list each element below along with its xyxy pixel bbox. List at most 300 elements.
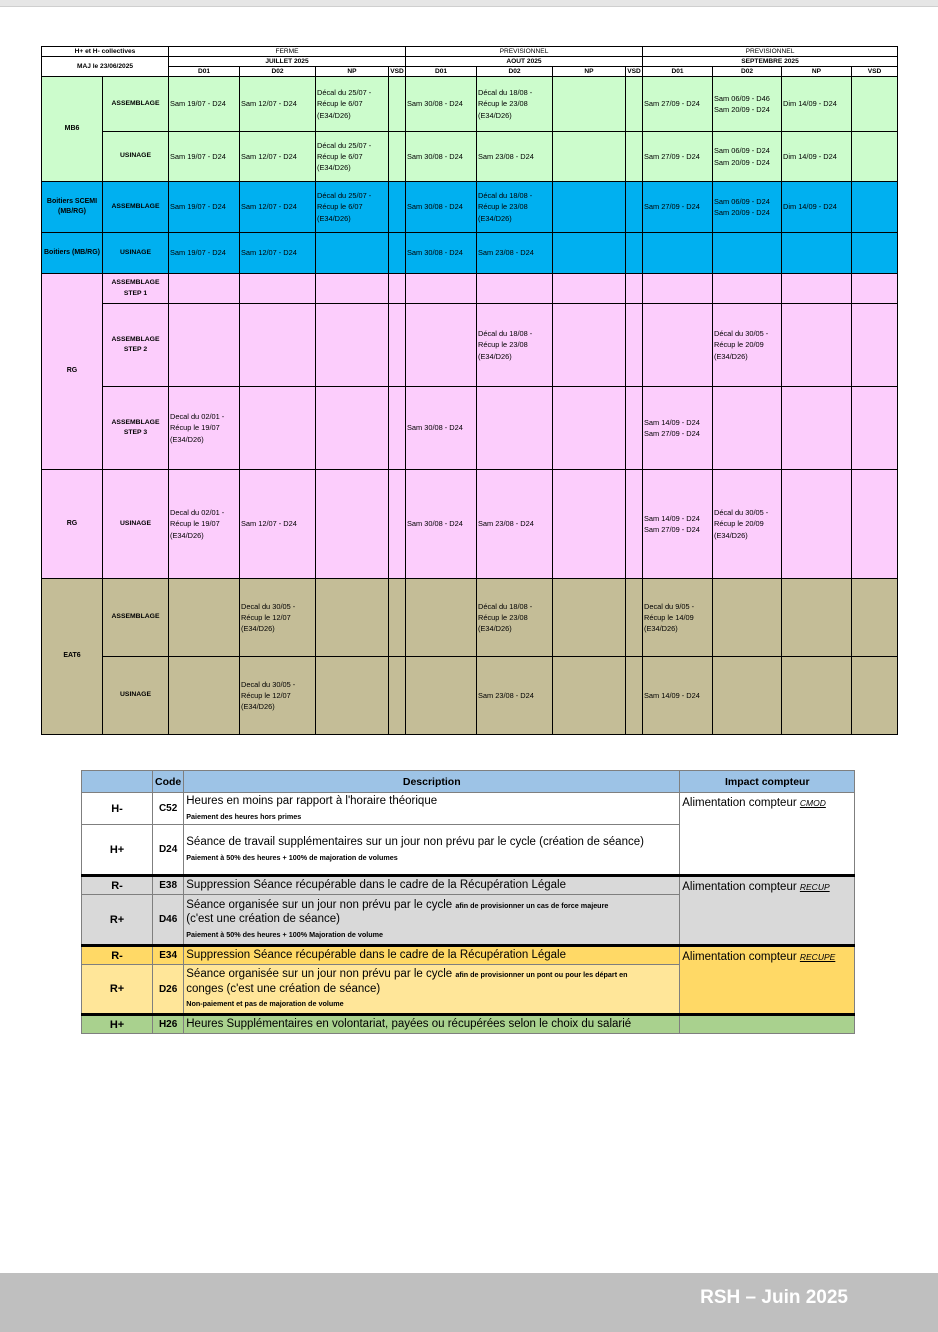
schedule-cell: [240, 657, 316, 735]
schedule-cell: [240, 274, 316, 304]
row-label: USINAGE: [103, 657, 169, 735]
legend-table: [81, 770, 855, 1034]
schedule-cell: [316, 579, 389, 657]
cell-text: Récup le 23/08: [478, 99, 528, 109]
cell-text: Récup le 12/07: [241, 612, 291, 622]
table-row: [42, 387, 898, 470]
schedule-cell: [169, 657, 240, 735]
cell-text: Sam 27/09 - D24: [644, 429, 700, 438]
legend-code: E34: [153, 946, 184, 965]
schedule-cell: [626, 77, 643, 132]
description-text: Heures en moins par rapport à l'horaire théorique: [186, 795, 438, 808]
schedule-cell: [389, 304, 406, 387]
impact-text: Alimentation compteur: [682, 797, 797, 809]
table-row: [42, 233, 898, 274]
schedule-cell: [477, 470, 553, 579]
schedule-cell: [626, 304, 643, 387]
shift-header: VSD: [390, 68, 404, 75]
cell-text: Récup le 6/07: [317, 202, 363, 212]
cell-text: Sam 12/07 - D24: [241, 248, 297, 258]
cell-text: Récup le 19/07: [170, 519, 220, 529]
cell-text: (E34/D26): [714, 530, 748, 540]
cell-text: Décal du 30/05 -: [714, 329, 769, 339]
schedule-cell: [782, 274, 852, 304]
cell-text: Sam 14/09 - D24: [644, 417, 700, 427]
cell-text: Decal du 30/05 -: [241, 679, 296, 689]
group-month: AOUT 2025: [406, 57, 643, 67]
schedule-cell: [240, 579, 316, 657]
row-label: USINAGE: [103, 470, 169, 579]
schedule-cell: [782, 77, 852, 132]
description-text: Suppression Séance récupérable dans le cadre de la Récupération Légale: [186, 879, 567, 892]
legend-type: R-: [82, 876, 153, 895]
cell-text: (E34/D26): [317, 213, 351, 223]
category-label: MB6: [42, 77, 103, 182]
legend-description: [184, 793, 680, 825]
cell-text: Sam 12/07 - D24: [241, 99, 297, 109]
impact-counter: RECUPE: [799, 952, 836, 962]
schedule-cell: [626, 657, 643, 735]
schedule-cell: [406, 304, 477, 387]
cell-text: Sam 20/09 - D24: [714, 208, 770, 217]
cell-text: Sam 23/08 - D24: [478, 248, 534, 258]
legend-code: D46: [153, 895, 184, 946]
legend-type: R+: [82, 965, 153, 1015]
schedule-cell: [852, 579, 898, 657]
impact-cell: [680, 946, 855, 1015]
shift-header: D02: [713, 67, 782, 77]
description-text: Séance organisée sur un jour non prévu par le cycle: [186, 898, 453, 911]
cell-text: Récup le 6/07: [317, 151, 363, 161]
cell-text: Récup le 23/08: [478, 612, 528, 622]
schedule-cell: [553, 182, 626, 233]
cell-text: Sam 30/08 - D24: [407, 151, 463, 161]
cell-text: Sam 30/08 - D24: [407, 248, 463, 258]
shift-header: D02: [240, 67, 316, 77]
shift-header: VSD: [852, 67, 898, 77]
schedule-cell: [643, 470, 713, 579]
schedule-cell: [643, 132, 713, 182]
schedule-cell: [852, 470, 898, 579]
shift-header: D01: [406, 67, 477, 77]
schedule-cell: [169, 579, 240, 657]
schedule-cell: [316, 132, 389, 182]
footer-bar: [0, 1273, 938, 1332]
schedule-cell: [240, 233, 316, 274]
cell-text: Sam 14/09 - D24: [644, 513, 700, 523]
schedule-cell: [169, 233, 240, 274]
schedule-cell: [477, 182, 553, 233]
schedule-cell: [713, 470, 782, 579]
legend-type: R+: [82, 895, 153, 946]
cell-text: Sam 19/07 - D24: [170, 151, 226, 161]
row-label: ASSEMBLAGE STEP 1: [103, 274, 169, 304]
shift-header: D02: [477, 67, 553, 77]
shift-header: NP: [316, 67, 389, 77]
schedule-cell: [553, 132, 626, 182]
cell-text: (E34/D26): [714, 351, 748, 361]
schedule-cell: [406, 387, 477, 470]
schedule-cell: [169, 132, 240, 182]
cell-text: Sam 19/07 - D24: [170, 99, 226, 109]
cell-text: Récup le 14/09: [644, 612, 694, 622]
cell-text: Décal du 18/08 -: [478, 329, 533, 339]
schedule-cell: [643, 233, 713, 274]
schedule-cell: [316, 304, 389, 387]
table-row: [42, 132, 898, 182]
cell-text: Récup le 20/09: [714, 340, 764, 350]
cell-text: Sam 30/08 - D24: [407, 423, 463, 433]
row-label: USINAGE: [103, 233, 169, 274]
description-text: Séance de travail supplémentaires sur un jour non prévu par le cycle (création de séance): [186, 836, 644, 849]
description-continued: conges (c'est une création de séance): [186, 982, 381, 995]
table-row: [42, 182, 898, 233]
legend-code: D26: [153, 965, 184, 1015]
schedule-cell: [406, 132, 477, 182]
impact-cell: [680, 876, 855, 946]
schedule-cell: [316, 182, 389, 233]
legend-type: H+: [82, 1015, 153, 1034]
description-note: Paiement à 50% des heures + 100% de majoration de volumes: [186, 852, 398, 862]
schedule-cell: [477, 274, 553, 304]
table-row: [42, 657, 898, 735]
schedule-cell: [852, 182, 898, 233]
schedule-cell: [169, 387, 240, 470]
cell-text: (E34/D26): [644, 624, 678, 634]
schedule-cell: [626, 387, 643, 470]
legend-row: [82, 946, 855, 965]
cell-text: Sam 27/09 - D24: [644, 525, 700, 534]
schedule-cell: [643, 579, 713, 657]
legend-description: [184, 965, 680, 1015]
category-label: RG: [42, 470, 103, 579]
schedule-cell: [713, 579, 782, 657]
footer-text: RSH – Juin 2025: [700, 1287, 848, 1308]
schedule-cell: [389, 470, 406, 579]
category-label: Boitiers (MB/RG): [42, 233, 103, 274]
schedule-cell: [852, 233, 898, 274]
schedule-cell: [643, 657, 713, 735]
schedule-cell: [477, 387, 553, 470]
schedule-cell: [553, 77, 626, 132]
cell-text: (E34/D26): [170, 434, 204, 444]
impact-text: Alimentation compteur: [682, 881, 797, 893]
schedule-cell: [713, 77, 782, 132]
row-label: ASSEMBLAGE: [103, 579, 169, 657]
schedule-cell: [782, 304, 852, 387]
legend-code: D24: [153, 825, 184, 876]
table-row: [42, 77, 898, 132]
legend-header-impact: Impact compteur: [680, 771, 855, 793]
schedule-cell: [406, 657, 477, 735]
group-status: PREVISIONNEL: [406, 47, 643, 57]
shift-header: NP: [553, 67, 626, 77]
cell-text: Sam 06/09 - D46: [714, 93, 770, 103]
cell-text: Decal du 30/05 -: [241, 601, 296, 611]
cell-text: (E34/D26): [241, 702, 275, 712]
schedule-cell: [553, 579, 626, 657]
cell-text: Dim 14/09 - D24: [783, 151, 837, 161]
schedule-cell: [643, 182, 713, 233]
schedule-cell: [852, 77, 898, 132]
cell-text: Decal du 02/01 -: [170, 412, 225, 422]
cell-text: Décal du 30/05 -: [714, 508, 769, 518]
impact-counter: RECUP: [799, 882, 830, 892]
row-label: ASSEMBLAGE: [103, 182, 169, 233]
schedule-cell: [389, 387, 406, 470]
schedule-cell: [406, 233, 477, 274]
cell-text: Décal du 25/07 -: [317, 88, 372, 98]
legend-description: [184, 1015, 680, 1034]
cell-text: Récup le 19/07: [170, 423, 220, 433]
row-label: ASSEMBLAGE STEP 3: [103, 387, 169, 470]
schedule-cell: [643, 387, 713, 470]
cell-text: (E34/D26): [170, 530, 204, 540]
schedule-cell: [240, 182, 316, 233]
legend-type: H-: [82, 793, 153, 825]
description-continued: (c'est une création de séance): [186, 913, 340, 926]
schedule-cell: [389, 579, 406, 657]
cell-text: Decal du 9/05 -: [644, 601, 695, 611]
schedule-cell: [316, 77, 389, 132]
cell-text: (E34/D26): [478, 351, 512, 361]
schedule-cell: [406, 77, 477, 132]
schedule-cell: [713, 387, 782, 470]
shift-header: NP: [782, 67, 852, 77]
schedule-cell: [626, 233, 643, 274]
schedule-cell: [316, 274, 389, 304]
schedule-cell: [477, 77, 553, 132]
legend-row: [82, 793, 855, 825]
cell-text: Décal du 25/07 -: [317, 191, 372, 201]
description-note: Paiement à 50% des heures + 100% Majoration de volume: [186, 929, 383, 939]
schedule-cell: [713, 304, 782, 387]
schedule-cell: [643, 304, 713, 387]
legend-header-type: [82, 771, 153, 793]
schedule-cell: [713, 132, 782, 182]
legend-row: [82, 876, 855, 895]
cell-text: (E34/D26): [241, 624, 275, 634]
legend-header-code: Code: [153, 771, 184, 793]
schedule-cell: [852, 274, 898, 304]
schedule-table: [41, 46, 898, 735]
schedule-cell: [406, 274, 477, 304]
schedule-cell: [389, 233, 406, 274]
schedule-cell: [389, 132, 406, 182]
schedule-cell: [169, 470, 240, 579]
schedule-cell: [553, 470, 626, 579]
schedule-cell: [406, 182, 477, 233]
schedule-cell: [240, 77, 316, 132]
schedule-cell: [626, 274, 643, 304]
cell-text: Décal du 18/08 -: [478, 191, 533, 201]
schedule-cell: [406, 579, 477, 657]
schedule-cell: [477, 132, 553, 182]
schedule-cell: [316, 387, 389, 470]
cell-text: Récup le 20/09: [714, 519, 764, 529]
legend-description: [184, 825, 680, 876]
schedule-cell: [852, 387, 898, 470]
cell-text: Décal du 18/08 -: [478, 601, 533, 611]
schedule-cell: [782, 387, 852, 470]
schedule-cell: [169, 304, 240, 387]
schedule-cell: [713, 274, 782, 304]
legend-code: H26: [153, 1015, 184, 1034]
legend-header-description: Description: [184, 771, 680, 793]
schedule-cell: [477, 657, 553, 735]
schedule-cell: [389, 77, 406, 132]
cell-text: Sam 12/07 - D24: [241, 151, 297, 161]
schedule-cell: [713, 657, 782, 735]
description-text: Heures Supplémentaires en volontariat, payées ou récupérées selon le choix du salarié: [186, 1018, 632, 1031]
cell-text: Sam 27/09 - D24: [644, 99, 700, 109]
cell-text: Sam 30/08 - D24: [407, 519, 463, 529]
update-date: MAJ le 23/06/2025: [42, 57, 169, 77]
schedule-cell: [553, 657, 626, 735]
schedule-cell: [782, 579, 852, 657]
legend-type: H+: [82, 825, 153, 876]
shift-header: D01: [169, 67, 240, 77]
description-inline: afin de provisionner un cas de force majeure: [455, 900, 609, 910]
cell-text: Sam 12/07 - D24: [241, 202, 297, 212]
cell-text: Sam 19/07 - D24: [170, 202, 226, 212]
schedule-cell: [477, 304, 553, 387]
impact-text: Alimentation compteur: [682, 951, 797, 963]
schedule-cell: [643, 77, 713, 132]
cell-text: Sam 27/09 - D24: [644, 151, 700, 161]
schedule-cell: [389, 274, 406, 304]
schedule-cell: [626, 182, 643, 233]
cell-text: Sam 23/08 - D24: [478, 151, 534, 161]
schedule-cell: [389, 657, 406, 735]
cell-text: (E34/D26): [478, 213, 512, 223]
cell-text: Decal du 02/01 -: [170, 508, 225, 518]
cell-text: (E34/D26): [317, 163, 351, 173]
schedule-cell: [852, 657, 898, 735]
cell-text: Dim 14/09 - D24: [783, 99, 837, 109]
impact-cell: [680, 793, 855, 876]
row-label: USINAGE: [103, 132, 169, 182]
table-row: [42, 304, 898, 387]
description-note: Paiement des heures hors primes: [186, 811, 302, 821]
schedule-cell: [782, 233, 852, 274]
shift-header: VSD: [627, 68, 641, 75]
legend-code: E38: [153, 876, 184, 895]
schedule-cell: [316, 233, 389, 274]
description-text: Séance organisée sur un jour non prévu par le cycle: [186, 968, 453, 981]
schedule-cell: [643, 274, 713, 304]
shift-header: D01: [643, 67, 713, 77]
schedule-cell: [782, 657, 852, 735]
schedule-cell: [782, 182, 852, 233]
group-status: FERME: [169, 47, 406, 57]
description-text: Suppression Séance récupérable dans le cadre de la Récupération Légale: [186, 949, 567, 962]
table-row: [42, 579, 898, 657]
schedule-cell: [553, 304, 626, 387]
corner-title: H+ et H- collectives: [42, 47, 169, 57]
schedule-cell: [852, 304, 898, 387]
cell-text: Sam 06/09 - D24: [714, 196, 770, 206]
group-status: PREVISIONNEL: [643, 47, 898, 57]
cell-text: Sam 20/09 - D24: [714, 105, 770, 114]
group-month: JUILLET 2025: [169, 57, 406, 67]
cell-text: (E34/D26): [478, 110, 512, 120]
schedule-cell: [713, 182, 782, 233]
cell-text: Récup le 12/07: [241, 690, 291, 700]
schedule-cell: [316, 657, 389, 735]
legend-type: R-: [82, 946, 153, 965]
cell-text: Sam 20/09 - D24: [714, 157, 770, 167]
cell-text: Sam 30/08 - D24: [407, 99, 463, 109]
cell-text: Sam 14/09 - D24: [644, 690, 700, 700]
cell-text: Décal du 18/08 -: [478, 88, 533, 98]
row-label: ASSEMBLAGE: [103, 77, 169, 132]
schedule-cell: [553, 274, 626, 304]
schedule-cell: [553, 233, 626, 274]
legend-row: [82, 1015, 855, 1034]
cell-text: Récup le 6/07: [317, 99, 363, 109]
schedule-cell: [626, 132, 643, 182]
cell-text: Sam 27/09 - D24: [644, 202, 700, 212]
schedule-cell: [626, 579, 643, 657]
schedule-cell: [713, 233, 782, 274]
legend-description: [184, 946, 680, 965]
schedule-cell: [477, 233, 553, 274]
schedule-cell: [240, 304, 316, 387]
schedule-cell: [169, 77, 240, 132]
cell-text: Sam 19/07 - D24: [170, 248, 226, 258]
cell-text: Récup le 23/08: [478, 340, 528, 350]
table-row: [42, 470, 898, 579]
schedule-cell: [240, 132, 316, 182]
impact-cell-empty: [680, 1015, 855, 1034]
schedule-cell: [169, 182, 240, 233]
category-label: Boitiers SCEMI (MB/RG): [42, 182, 103, 233]
schedule-cell: [240, 387, 316, 470]
cell-text: Récup le 23/08: [478, 202, 528, 212]
schedule-cell: [626, 470, 643, 579]
schedule-cell: [782, 132, 852, 182]
schedule-cell: [316, 470, 389, 579]
schedule-cell: [169, 274, 240, 304]
schedule-cell: [406, 470, 477, 579]
cell-text: (E34/D26): [478, 624, 512, 634]
description-note: Non-paiement et pas de majoration de volume: [186, 999, 344, 1009]
group-month: SEPTEMBRE 2025: [643, 57, 898, 67]
legend-code: C52: [153, 793, 184, 825]
cell-text: Dim 14/09 - D24: [783, 202, 837, 212]
schedule-cell: [782, 470, 852, 579]
schedule-cell: [477, 579, 553, 657]
cell-text: Sam 30/08 - D24: [407, 202, 463, 212]
cell-text: Sam 06/09 - D24: [714, 146, 770, 156]
cell-text: (E34/D26): [317, 110, 351, 120]
cell-text: Sam 23/08 - D24: [478, 519, 534, 529]
top-border: [0, 0, 938, 7]
cell-text: Sam 12/07 - D24: [241, 519, 297, 529]
description-inline: afin de provisionner un pont ou pour les départ en: [455, 970, 628, 980]
legend-description: [184, 876, 680, 895]
table-row: [42, 274, 898, 304]
schedule-cell: [240, 470, 316, 579]
schedule-cell: [389, 182, 406, 233]
schedule-cell: [553, 387, 626, 470]
category-label: EAT6: [42, 579, 103, 735]
cell-text: Sam 23/08 - D24: [478, 690, 534, 700]
schedule-cell: [852, 132, 898, 182]
impact-counter: CMOD: [799, 798, 826, 808]
legend-description: [184, 895, 680, 946]
